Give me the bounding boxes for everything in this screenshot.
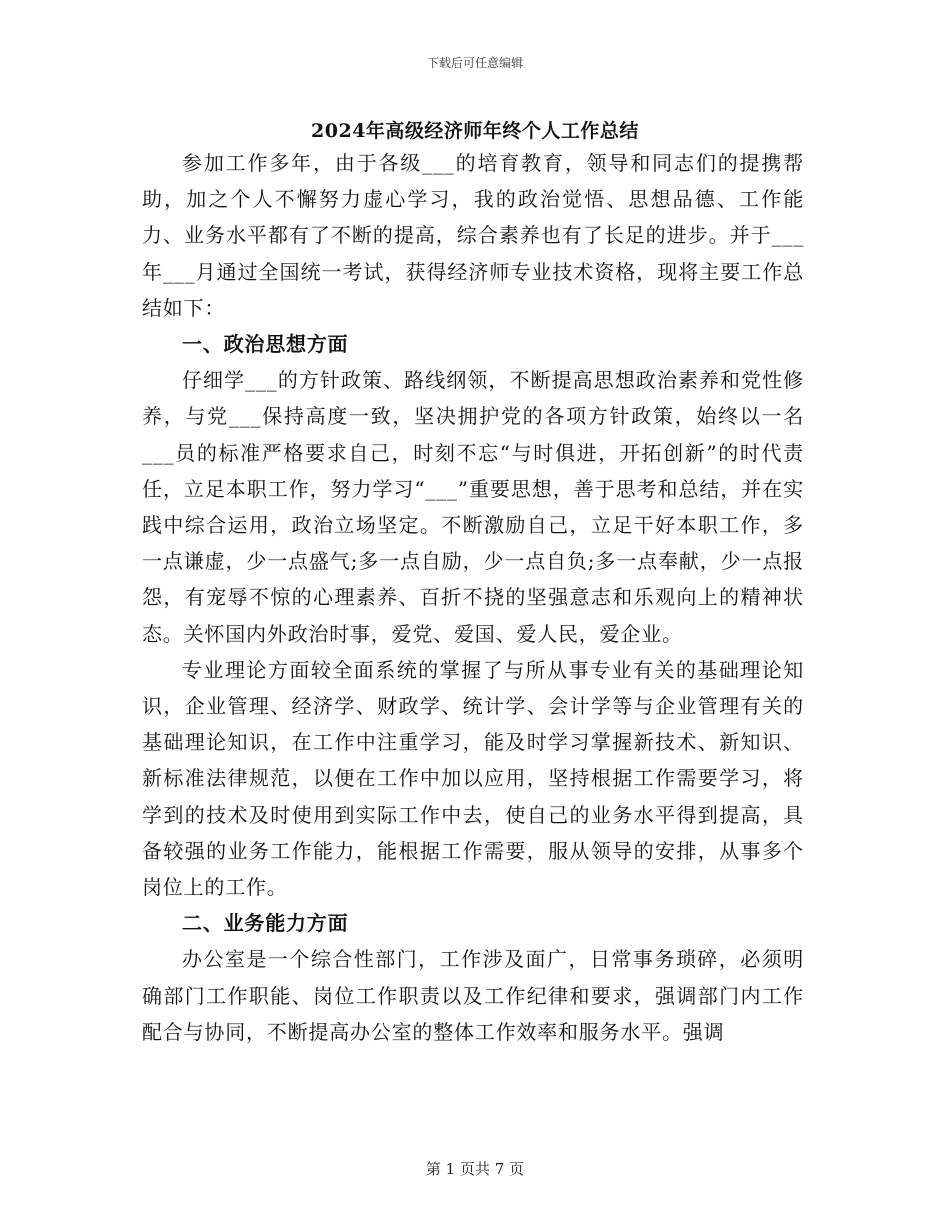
page-indicator: 第 1 页共 7 页 [425,1160,525,1178]
section-heading-business: 二、业务能力方面 [182,911,349,936]
section-heading-political: 一、政治思想方面 [182,332,349,357]
theory-paragraph: 专业理论方面较全面系统的掌握了与所从事专业有关的基础理论知识，企业管理、经济学、财政学、统计学、会计学等与企业管理有关的基础理论知识，在工作中注重学习，能及时学习掌握新技术、新知识、新标准法律规范，以便在工作中加以应用，坚持根据工作需要学习，将学到的技术及时使用到实际工作中去，使自己的业务水平得到提高，具备较强的业务工作能力，能根据工作需要，服从领导的安排，从事多个岗位上的工作。 [142,657,804,900]
political-paragraph: 仔细学___的方针政策、路线纲领，不断提高思想政治素养和党性修养，与党___保持高度一致，坚决拥护党的各项方针政策，始终以一名___员的标准严格要求自己，时刻不忘“与时俱进，开拓创新”的时代责任，立足本职工作，努力学习“___”重要思想，善于思考和总结，并在实践中综合运用，政治立场坚定。不断激励自己，立足干好本职工作，多一点谦虚，少一点盛气;多一点自励，少一点自负;多一点奉献，少一点报怨，有宠辱不惊的心理素养、百折不挠的坚强意志和乐观向上的精神状态。关怀国内外政治时事，爱党、爱国、爱人民，爱企业。 [142,368,804,646]
document-title: 2024年高级经济师年终个人工作总结 [311,120,639,142]
intro-paragraph: 参加工作多年，由于各级___的培育教育，领导和同志们的提携帮助，加之个人不懈努力虚心学习，我的政治觉悟、思想品德、工作能力、业务水平都有了不断的提高，综合素养也有了长足的进步。并于___年___月通过全国统一考试，获得经济师专业技术资格，现将主要工作总结如下： [142,151,804,320]
business-paragraph: 办公室是一个综合性部门，工作涉及面广，日常事务琐碎，必须明确部门工作职能、岗位工作职责以及工作纪律和要求，强调部门内工作配合与协同，不断提高办公室的整体工作效率和服务水平。强调 [142,947,804,1044]
header-note: 下载后可任意编辑 [426,56,523,70]
document-body [142,145,804,1050]
